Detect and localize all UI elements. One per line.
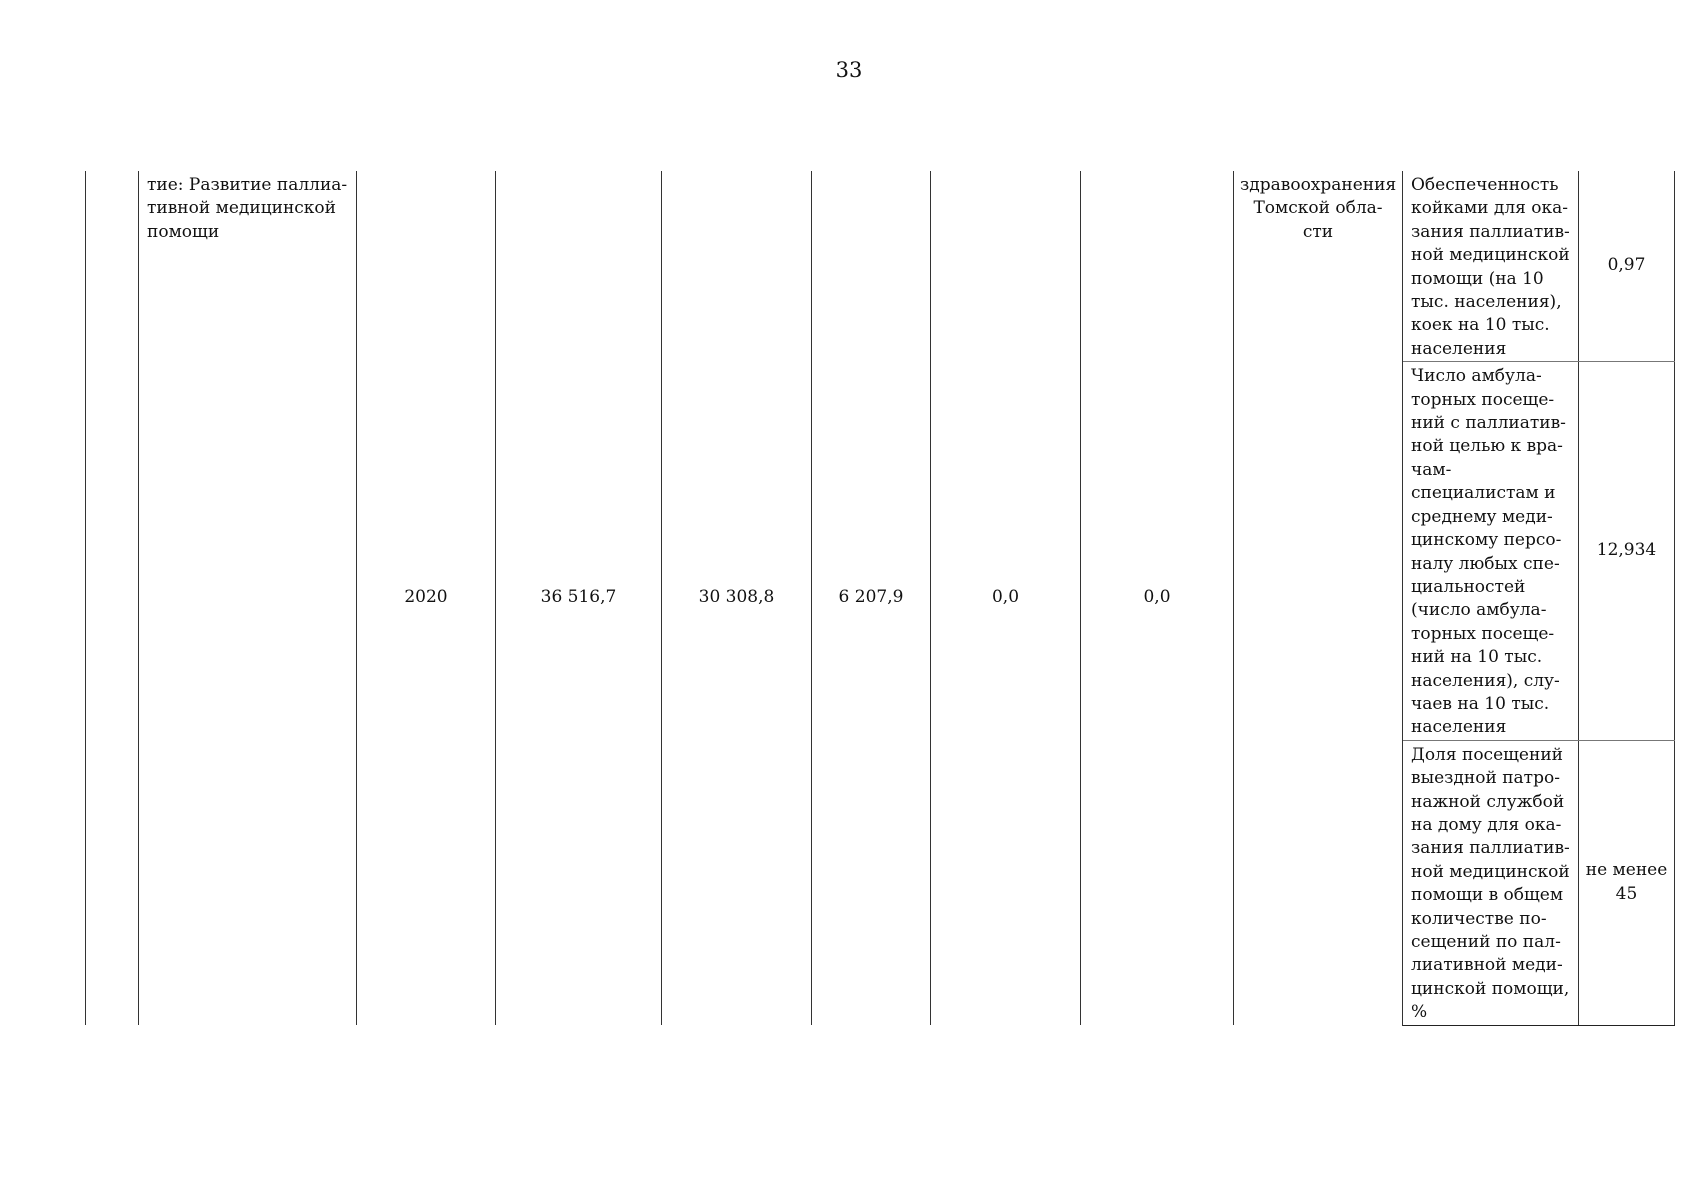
regional-budget-cell: 6 207,9 <box>812 171 931 1025</box>
total-cell: 36 516,7 <box>496 171 662 1025</box>
page-number: 33 <box>835 58 863 82</box>
table-row <box>86 171 1675 362</box>
local-budget-cell: 0,0 <box>931 171 1081 1025</box>
measure-name-cell: тие: Развитие паллиа- тивной медицинской помощи <box>139 171 357 1025</box>
indicator-value-cell: не менее 45 <box>1579 740 1675 1025</box>
program-table <box>85 171 1675 1026</box>
indicator-cell: Обеспеченность койками для ока- зания паллиатив- ной медицинской помощи (на 10 тыс. населения), коек на 10 тыс. населения <box>1403 171 1579 362</box>
indicator-cell: Число амбула- торных посеще- ний с паллиатив- ной целью к вра- чам- специалистам и среднему меди- цинскому персо- налу любых спе- циальностей (число амбула- торных посеще- ний на 10 тыс. населения), слу- чаев на 10 тыс. населения <box>1403 362 1579 741</box>
executor-cell: здравоохранения Томской обла- сти <box>1234 171 1403 1025</box>
row-number-cell <box>86 171 139 1025</box>
indicator-cell: Доля посещений выездной патро- нажной службой на дому для ока- зания паллиатив- ной медицинской помощи в общем количестве по- сещений по пал- лиативной меди- цинской помощи, % <box>1403 740 1579 1025</box>
other-sources-cell: 0,0 <box>1081 171 1234 1025</box>
federal-budget-cell: 30 308,8 <box>662 171 812 1025</box>
year-cell: 2020 <box>357 171 496 1025</box>
indicator-value-cell: 12,934 <box>1579 362 1675 741</box>
indicator-value-cell: 0,97 <box>1579 171 1675 362</box>
